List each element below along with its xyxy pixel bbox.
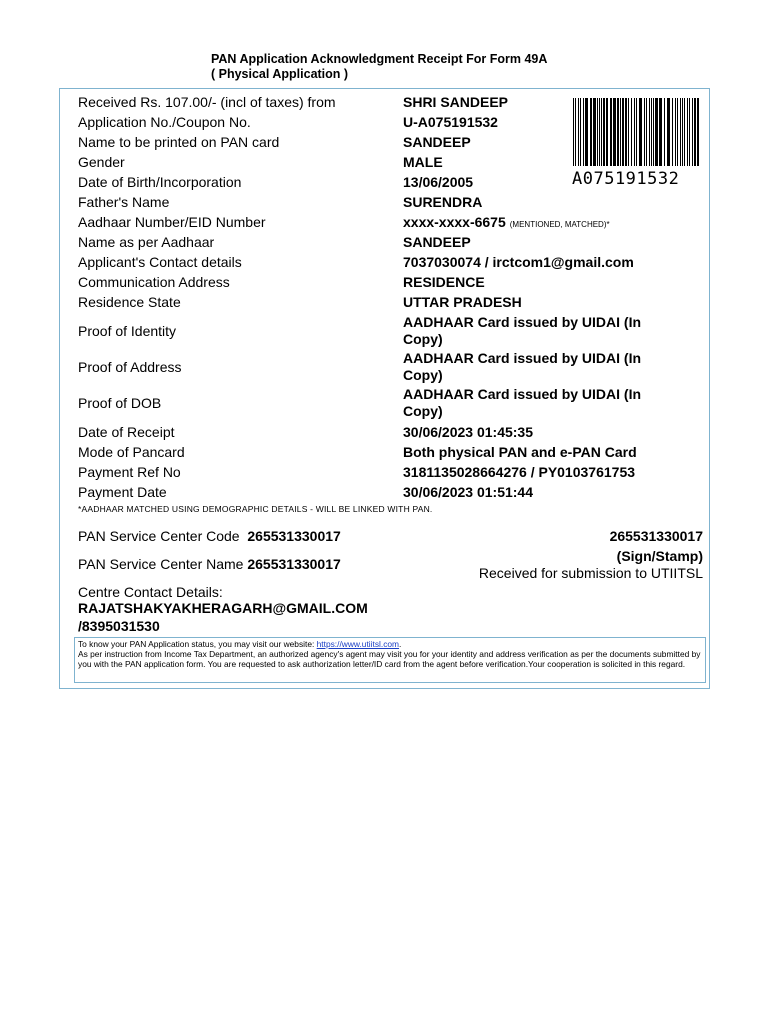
barcode-bar xyxy=(646,98,647,166)
aadhaar-note: *AADHAAR MATCHED USING DEMOGRAPHIC DETAILS - WILL BE LINKED WITH PAN. xyxy=(78,504,433,514)
field-value: 30/06/2023 01:51:44 xyxy=(403,484,533,500)
received-for-submission: Received for submission to UTIITSL xyxy=(478,565,703,581)
barcode-bar xyxy=(677,98,678,166)
field-value: Both physical PAN and e-PAN Card xyxy=(403,444,637,460)
barcode-text: A075191532 xyxy=(572,169,680,189)
centre-contact-email: RAJATSHAKYAKHERAGARH@GMAIL.COM xyxy=(78,600,368,616)
info-line-1-suffix: . xyxy=(399,639,402,649)
field-value: U-A075191532 xyxy=(403,114,498,130)
centre-contact-phone: /8395031530 xyxy=(78,618,160,634)
barcode-bar xyxy=(613,98,616,166)
field-label: Proof of DOB xyxy=(78,395,162,411)
barcode-bar xyxy=(597,98,598,166)
barcode-bar xyxy=(653,98,654,166)
receipt-box xyxy=(59,88,710,689)
barcode-bar xyxy=(585,98,588,166)
barcode-bar xyxy=(593,98,596,166)
barcode-bar xyxy=(687,98,688,166)
field-label: Mode of Pancard xyxy=(78,444,185,460)
barcode-bar xyxy=(651,98,652,166)
field-value: 13/06/2005 xyxy=(403,174,474,190)
barcode-bar xyxy=(599,98,600,166)
field-value: AADHAAR Card issued by UIDAI (In Copy) xyxy=(403,386,642,419)
service-center-code xyxy=(78,528,341,544)
field-label: Residence State xyxy=(78,294,181,310)
title-line-1: PAN Application Acknowledgment Receipt For Form 49A xyxy=(211,52,548,66)
service-center-name xyxy=(78,556,341,572)
barcode-bar xyxy=(603,98,605,166)
field-value xyxy=(403,214,671,233)
field-value: SANDEEP xyxy=(403,234,471,250)
barcode-bar xyxy=(655,98,658,166)
field-value: AADHAAR Card issued by UIDAI (In Copy) xyxy=(403,350,642,383)
barcode-bar xyxy=(689,98,690,166)
barcode-bar xyxy=(634,98,635,166)
barcode-bar xyxy=(583,98,584,166)
field-label: Payment Ref No xyxy=(78,464,181,480)
barcode-bar xyxy=(606,98,608,166)
barcode-bar xyxy=(672,98,673,166)
field-label: Date of Birth/Incorporation xyxy=(78,174,242,190)
field-label: Applicant's Contact details xyxy=(78,254,242,270)
receipt-title xyxy=(211,52,547,82)
barcode-bar xyxy=(625,98,627,166)
field-value: 7037030074 / irctcom1@gmail.com xyxy=(403,254,634,270)
service-center-name-label: PAN Service Center Name xyxy=(78,556,244,572)
barcode-bar xyxy=(636,98,637,166)
service-center-name-value: 265531330017 xyxy=(247,556,341,572)
utiitsl-website-link[interactable]: https://www.utiitsl.com xyxy=(316,639,400,649)
barcode-bar xyxy=(601,98,602,166)
barcode-bar xyxy=(684,98,685,166)
field-label: Date of Receipt xyxy=(78,424,175,440)
field-label: Name as per Aadhaar xyxy=(78,234,215,250)
barcode-bar xyxy=(667,98,670,166)
title-line-2: ( Physical Application ) xyxy=(211,67,349,81)
barcode-bar xyxy=(578,98,579,166)
sign-stamp: (Sign/Stamp) xyxy=(616,548,703,564)
field-label: Payment Date xyxy=(78,484,167,500)
barcode-bar xyxy=(590,98,592,166)
field-label: Proof of Address xyxy=(78,359,182,375)
info-line-1 xyxy=(78,639,702,649)
field-label: Received Rs. 107.00/- (incl of taxes) from xyxy=(78,94,336,110)
info-body: As per instruction from Income Tax Department, an authorized agency's agent may visit you for your identity and address verification as per the documents submitted by you with the PAN application form. You are requested to ask authorization letter/ID card from the agent before verification.Your cooperation is solicited in this regard. xyxy=(78,649,701,669)
field-value: SANDEEP xyxy=(403,134,471,150)
aadhaar-number: xxxx-xxxx-6675 xyxy=(403,214,506,230)
barcode-bar xyxy=(682,98,683,166)
barcode-bar xyxy=(680,98,681,166)
barcode-bar xyxy=(675,98,676,166)
barcode-bar xyxy=(580,98,581,166)
field-value: AADHAAR Card issued by UIDAI (In Copy) xyxy=(403,314,642,347)
field-value: 3181135028664276 / PY0103761753 xyxy=(403,464,636,480)
barcode-bar xyxy=(620,98,621,166)
field-label: Father's Name xyxy=(78,194,170,210)
right-center-code: 265531330017 xyxy=(609,528,703,544)
barcode-bar xyxy=(644,98,645,166)
field-label: Communication Address xyxy=(78,274,230,290)
barcode-bar xyxy=(628,98,629,166)
field-value: RESIDENCE xyxy=(403,274,485,290)
aadhaar-status: (MENTIONED, MATCHED)* xyxy=(509,220,610,229)
field-value: SURENDRA xyxy=(403,194,483,210)
service-center-code-value: 265531330017 xyxy=(247,528,341,544)
field-label: Aadhaar Number/EID Number xyxy=(78,214,266,230)
barcode-bar xyxy=(622,98,624,166)
field-label: Gender xyxy=(78,154,125,170)
barcode-bar xyxy=(649,98,650,166)
barcode-bar xyxy=(617,98,619,166)
field-label: Name to be printed on PAN card xyxy=(78,134,280,150)
field-value: MALE xyxy=(403,154,443,170)
barcode-bar xyxy=(664,98,665,166)
centre-contact-label: Centre Contact Details: xyxy=(78,584,223,600)
barcode-graphic xyxy=(573,98,700,166)
barcode-bar xyxy=(659,98,662,166)
barcode-bar xyxy=(575,98,576,166)
field-value: SHRI SANDEEP xyxy=(403,94,509,110)
barcode-bar xyxy=(692,98,693,166)
barcode-bar xyxy=(697,98,699,166)
field-label: Application No./Coupon No. xyxy=(78,114,251,130)
info-box xyxy=(74,637,706,683)
barcode-bar xyxy=(610,98,612,166)
service-center-code-label: PAN Service Center Code xyxy=(78,528,240,544)
info-line-1-prefix: To know your PAN Application status, you may visit our website: xyxy=(78,639,317,649)
barcode-bar xyxy=(631,98,632,166)
barcode-bar xyxy=(573,98,574,166)
field-value: 30/06/2023 01:45:35 xyxy=(403,424,533,440)
barcode-bar xyxy=(694,98,696,166)
barcode-bar xyxy=(639,98,642,166)
field-value: UTTAR PRADESH xyxy=(403,294,522,310)
field-label: Proof of Identity xyxy=(78,323,177,339)
